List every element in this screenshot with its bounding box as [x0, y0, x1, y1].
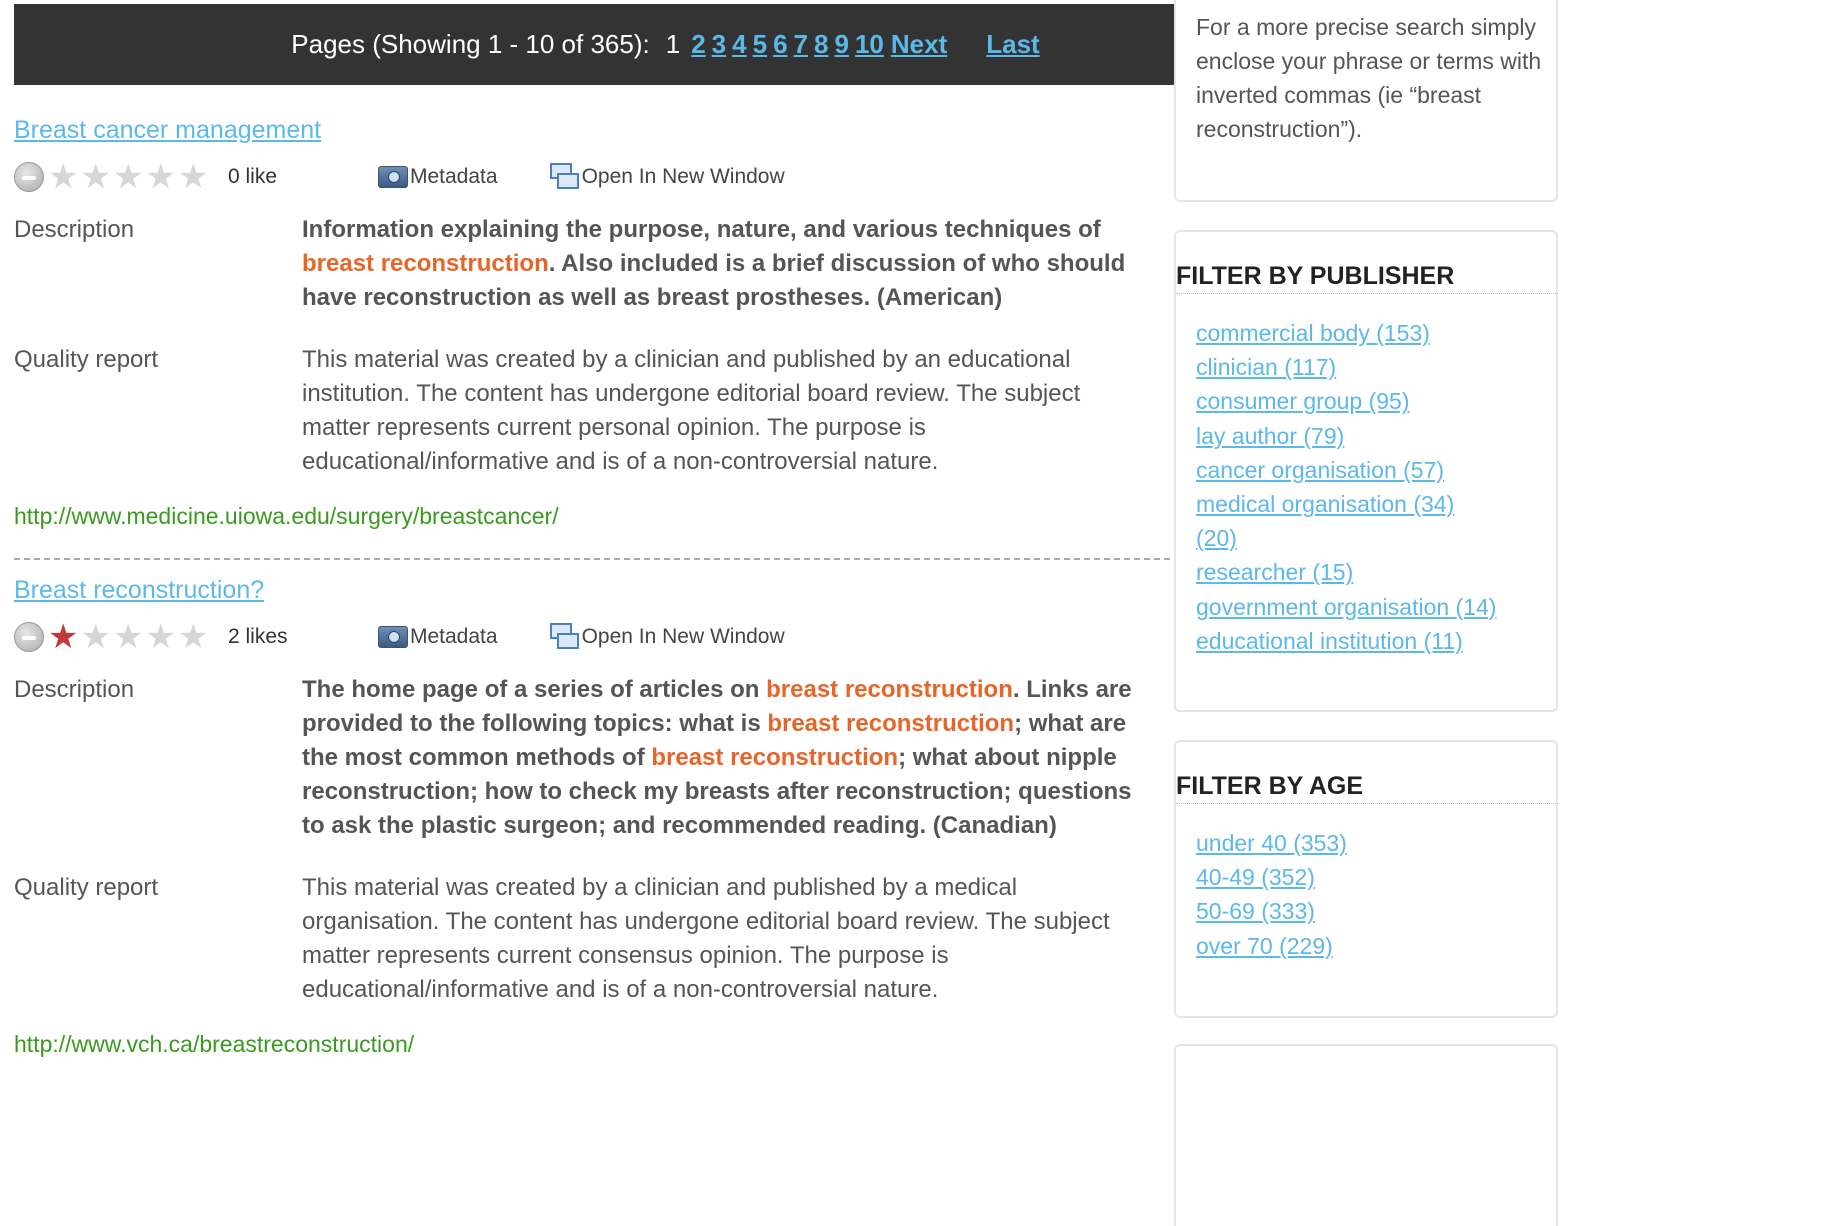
page-link-2[interactable]: 2 [691, 29, 706, 59]
result-title-link[interactable]: Breast cancer management [14, 116, 322, 144]
camera-icon [378, 166, 408, 188]
page-link-9[interactable]: 9 [834, 29, 849, 59]
publisher-filter-link[interactable]: (20) [1196, 525, 1237, 552]
quality-report-field [14, 343, 1320, 479]
description-segment: . Also included is a brief discussion of who should have reconstruction as well as breast prostheses. (American) [302, 250, 1126, 311]
publisher-filter-link[interactable]: commercial body (153) [1196, 320, 1430, 346]
star-icon[interactable]: ★ [112, 158, 144, 196]
quality-report-text: This material was created by a clinician and published by a medical organisation. The content has undergone editorial board review. The subject matter represents current consensus opinion. The purpose is educational/informative and is of a non-controversial nature. [302, 874, 1110, 1003]
publisher-filter-link[interactable]: government organisation (14) [1196, 593, 1497, 620]
quality-report-field [14, 871, 1320, 1007]
search-tip-box [1174, 0, 1558, 202]
likes-count: 2 likes [228, 625, 288, 648]
star-icon[interactable]: ★ [177, 618, 209, 656]
star-icon[interactable]: ★ [145, 618, 176, 656]
star-icon[interactable]: ★ [80, 618, 111, 656]
age-filter-list [1196, 826, 1347, 963]
filter-age-heading: FILTER BY AGE [1176, 772, 1558, 804]
age-filter-link[interactable]: 40-49 (352) [1196, 864, 1315, 891]
description-segment: The home page of a series of articles on [302, 676, 767, 703]
rating-stars [14, 618, 228, 656]
rating-stars [14, 158, 228, 196]
star-icon[interactable]: ★ [48, 158, 79, 196]
star-icon[interactable]: ★ [145, 158, 176, 196]
description-text [302, 213, 1132, 315]
open-new-window-label: Open In New Window [581, 165, 785, 188]
next-page-link[interactable]: Next [890, 29, 948, 59]
open-new-window-button[interactable] [550, 623, 785, 651]
publisher-filter-link[interactable]: consumer group (95) [1196, 388, 1410, 415]
sidebar-next-box [1174, 1044, 1558, 1226]
results-list [14, 100, 1320, 1058]
publisher-filter-link[interactable]: medical organisation (34) [1196, 490, 1455, 517]
description-label: Description [14, 676, 135, 703]
star-icon[interactable]: ★ [80, 158, 111, 196]
page-link-6[interactable]: 6 [773, 29, 788, 59]
windows-icon [550, 623, 580, 651]
metadata-button[interactable] [378, 165, 498, 189]
page-link-4[interactable]: 4 [732, 29, 747, 59]
description-field [14, 213, 1320, 315]
star-icon[interactable]: ★ [177, 158, 209, 196]
publisher-filter-link[interactable]: lay author (79) [1196, 422, 1345, 449]
publisher-filter-list [1196, 316, 1496, 658]
search-term-highlight: breast reconstruction [302, 250, 549, 277]
search-term-highlight: breast reconstruction [767, 710, 1015, 737]
result-url-link[interactable]: http://www.vch.ca/breastreconstruction/ [14, 1031, 415, 1057]
quality-report-label: Quality report [14, 874, 159, 901]
search-term-highlight: breast reconstruction [766, 676, 1013, 703]
metadata-label: Metadata [410, 165, 498, 188]
last-page-link[interactable]: Last [986, 29, 1040, 59]
likes-count: 0 like [228, 165, 278, 188]
age-filter-link[interactable]: 50-69 (333) [1196, 898, 1315, 925]
page-link-8[interactable]: 8 [814, 29, 829, 59]
description-segment: ; what about nipple reconstruction; how to check my breasts after reconstruction; questions to ask the plastic surgeon; and recommended reading. (Canadian) [302, 744, 1132, 839]
page-link-3[interactable]: 3 [711, 29, 727, 59]
quality-report-label: Quality report [14, 346, 159, 373]
publisher-filter-link[interactable]: researcher (15) [1196, 559, 1354, 586]
result-url-link[interactable]: http://www.medicine.uiowa.edu/surgery/breastcancer/ [14, 503, 559, 529]
description-label: Description [14, 216, 135, 243]
description-segment: . Links are provided to the following topics: what is [302, 676, 1132, 737]
result-item [14, 558, 1320, 1058]
page-link-7[interactable]: 7 [793, 29, 809, 59]
result-meta-row [14, 153, 1320, 201]
filter-publisher-box [1174, 230, 1558, 712]
result-meta-row [14, 613, 1320, 661]
quality-report-text: This material was created by a clinician and published by an educational institution. The content has undergone editorial board review. The subject matter represents current personal opinion. The purpose is educational/informative and is of a non-controversial nature. [302, 346, 1081, 475]
star-icon[interactable]: ★ [48, 618, 79, 656]
page-link-5[interactable]: 5 [752, 29, 768, 59]
description-field [14, 673, 1320, 843]
page-link-10[interactable]: 10 [854, 29, 884, 59]
current-page: 1 [665, 29, 681, 59]
pagination-bar [14, 4, 1320, 85]
publisher-filter-link[interactable]: cancer organisation (57) [1196, 456, 1445, 483]
description-segment: ; what are the most common methods of [302, 710, 1127, 771]
search-term-highlight: breast reconstruction [651, 744, 899, 771]
search-tip-text: For a more precise search simply enclose your phrase or terms with inverted commas (ie “breast reconstruction”). [1196, 14, 1542, 142]
publisher-filter-link[interactable]: clinician (117) [1196, 354, 1337, 381]
star-icon[interactable]: ★ [112, 618, 144, 656]
result-item [14, 100, 1320, 530]
description-text [302, 673, 1132, 843]
pagination-label: Pages (Showing 1 - 10 of 365): [291, 29, 650, 59]
result-title-link[interactable]: Breast reconstruction? [14, 576, 265, 604]
age-filter-link[interactable]: over 70 (229) [1196, 932, 1333, 959]
description-segment: Information explaining the purpose, nature, and various techniques of [302, 216, 1101, 243]
open-new-window-label: Open In New Window [581, 625, 785, 648]
metadata-button[interactable] [378, 625, 498, 649]
camera-icon [378, 626, 408, 648]
remove-rating-icon[interactable] [14, 162, 44, 192]
open-new-window-button[interactable] [550, 163, 785, 191]
metadata-label: Metadata [410, 625, 498, 648]
remove-rating-icon[interactable] [14, 622, 44, 652]
filter-age-box [1174, 740, 1558, 1018]
windows-icon [550, 163, 580, 191]
age-filter-link[interactable]: under 40 (353) [1196, 830, 1347, 856]
filter-publisher-heading: FILTER BY PUBLISHER [1176, 262, 1558, 294]
publisher-filter-link[interactable]: educational institution (11) [1196, 627, 1463, 654]
